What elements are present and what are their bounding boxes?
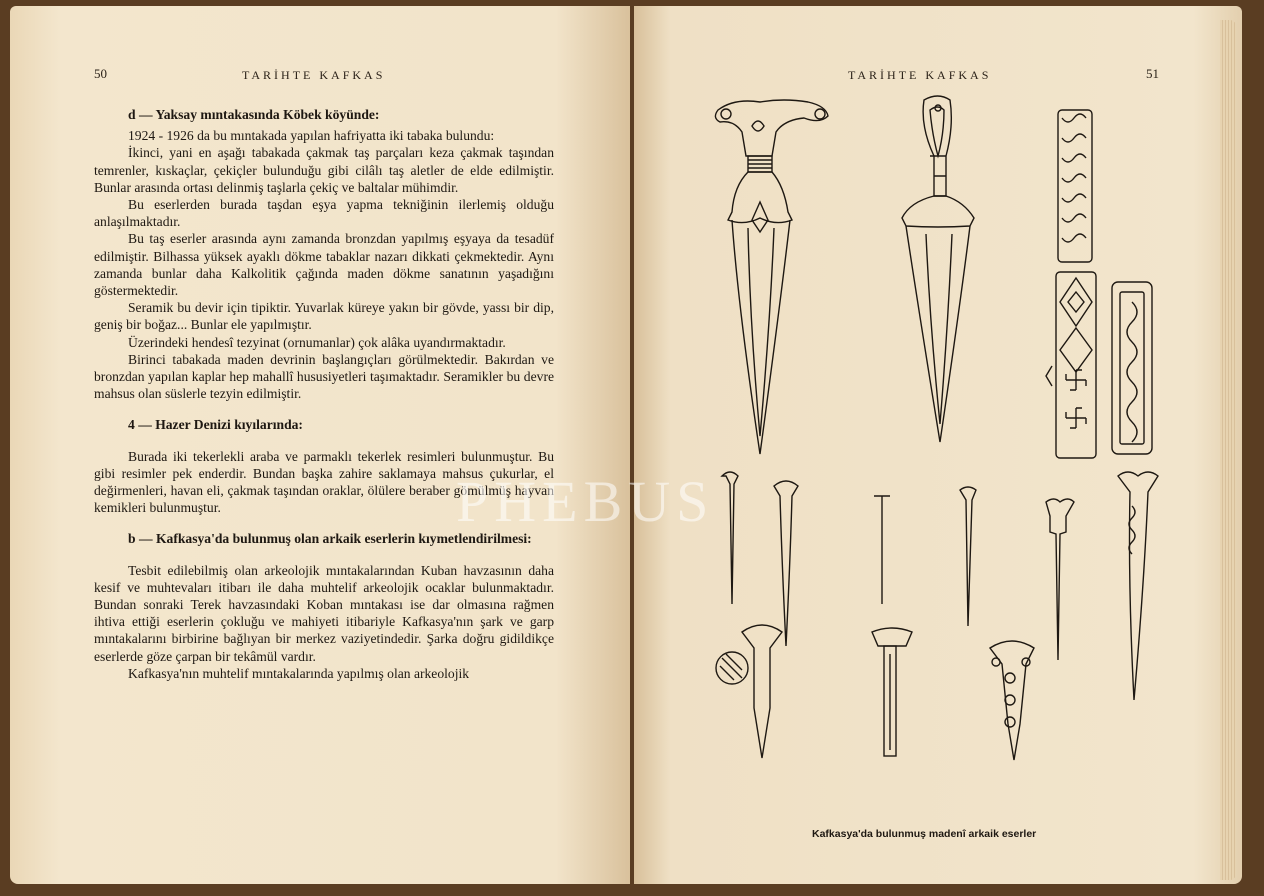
watermark-text: PHEBUS bbox=[456, 469, 715, 534]
ornamental-plaque-spiral-illustration bbox=[1112, 282, 1152, 454]
paragraph: İkinci, yani en aşağı tabakada çakmak taş parçaları keza çakmak taşından temrenler, kıskaçlar, çekiçler bulunduğu gibi cilâlı taş aletler de elde edilmiştir. Bunlar arasında ortası delinmiş taşlarla çekiç ve baltalar mühimdir. bbox=[94, 145, 554, 195]
left-page bbox=[10, 6, 630, 884]
body-text-left bbox=[94, 106, 554, 682]
paragraph: Burada iki tekerlekli araba ve parmaklı tekerlek resimleri bulunmuştur. Bu gibi resimler pek enderdir. Bundan başka zahire saklamaya mahsus çukurlar, el değirmenleri, havan eli, çakmak taşından oraklar, ölülere beraber gömülmüş hayvan kemikleri bulunmuştur. bbox=[94, 448, 554, 516]
right-page bbox=[634, 6, 1242, 884]
section-heading-4: 4 — Hazer Denizi kıyılarında: bbox=[128, 417, 303, 433]
page-edges bbox=[1220, 20, 1236, 880]
paragraph: Tesbit edilebilmiş olan arkeolojik mıntakalarından Kuban havzasının daha kesif ve muhtevaları itibarı ile daha muhtelif arkeolojik ocaklar bulunmaktadır. Bundan sonraki Terek havzasındaki Koban mıntakası ise dar olmasına rağmen ihtiva ettiği eserlerin çokluğu ve mahiyeti itibariyle Kafkasya'nın şark ve garp mıntakalarını birbirine bağlıyan bir merkez vaziyetindedir. Şarka doğru gidildikçe eserlerde göze çarpan bir tekâmül vardır. bbox=[94, 562, 554, 664]
pin-illustration bbox=[716, 472, 1158, 760]
page-number-left: 50 bbox=[94, 66, 107, 81]
paragraph: Bu taş eserler arasında aynı zamanda bronzdan yapılmış eşyaya da tesadüf edilmiştir. Bilhassa yüksek ayaklı dökme tabaklar nazarı dikkati çekmektedir. Aynı zamanda bunlar daha Kalkolitik çağında maden dökme sanatının yaşadığını göstermektedir. bbox=[94, 231, 554, 299]
paragraph: 1924 - 1926 da bu mıntakada yapılan hafriyatta iki tabaka bulundu: bbox=[128, 128, 495, 144]
paragraph: Birinci tabakada maden devrinin başlangıçları görülmektedir. Bakırdan ve bronzdan yapılan kaplar hep mahallî hususiyetleri taşımaktadır. Seramikler bu devre mahsus olan süslerle tezyin edilmiştir. bbox=[94, 351, 554, 402]
running-head-right: TARİHTE KAFKAS bbox=[848, 68, 992, 82]
section-heading-b: b — Kafkasya'da bulunmuş olan arkaik eserlerin kıymetlendirilmesi: bbox=[128, 531, 532, 547]
page-number-right: 51 bbox=[1146, 66, 1159, 81]
ornamental-plaque-top-illustration bbox=[1058, 110, 1092, 262]
artifact-illustrations bbox=[634, 6, 1242, 884]
paragraph: Üzerindeki hendesî tezyinat (ornumanlar) çok alâka uyandırmaktadır. bbox=[128, 334, 506, 350]
ornamental-plaque-swastika-illustration bbox=[1046, 272, 1096, 458]
paragraph: Seramik bu devir için tipiktir. Yuvarlak küreye yakın bir gövde, yassı bir dip, geniş bir boğaz... Bunlar ele yapılmıştır. bbox=[94, 300, 554, 333]
paragraph: Bu eserlerden burada taşdan eşya yapma tekniğinin ilerlemiş olduğu anlaşılmaktadır. bbox=[94, 197, 554, 230]
openwork-dagger-illustration bbox=[902, 96, 974, 442]
running-head-left: TARİHTE KAFKAS bbox=[242, 68, 386, 82]
section-heading-d: d — Yaksay mıntakasında Köbek köyünde: bbox=[128, 107, 380, 122]
figure-caption: Kafkasya'da bulunmuş madenî arkaik eserler bbox=[812, 828, 1037, 840]
ornate-dagger-illustration bbox=[715, 100, 828, 454]
paragraph: Kafkasya'nın muhtelif mıntakalarında yapılmış olan arkeolojik bbox=[128, 665, 470, 681]
